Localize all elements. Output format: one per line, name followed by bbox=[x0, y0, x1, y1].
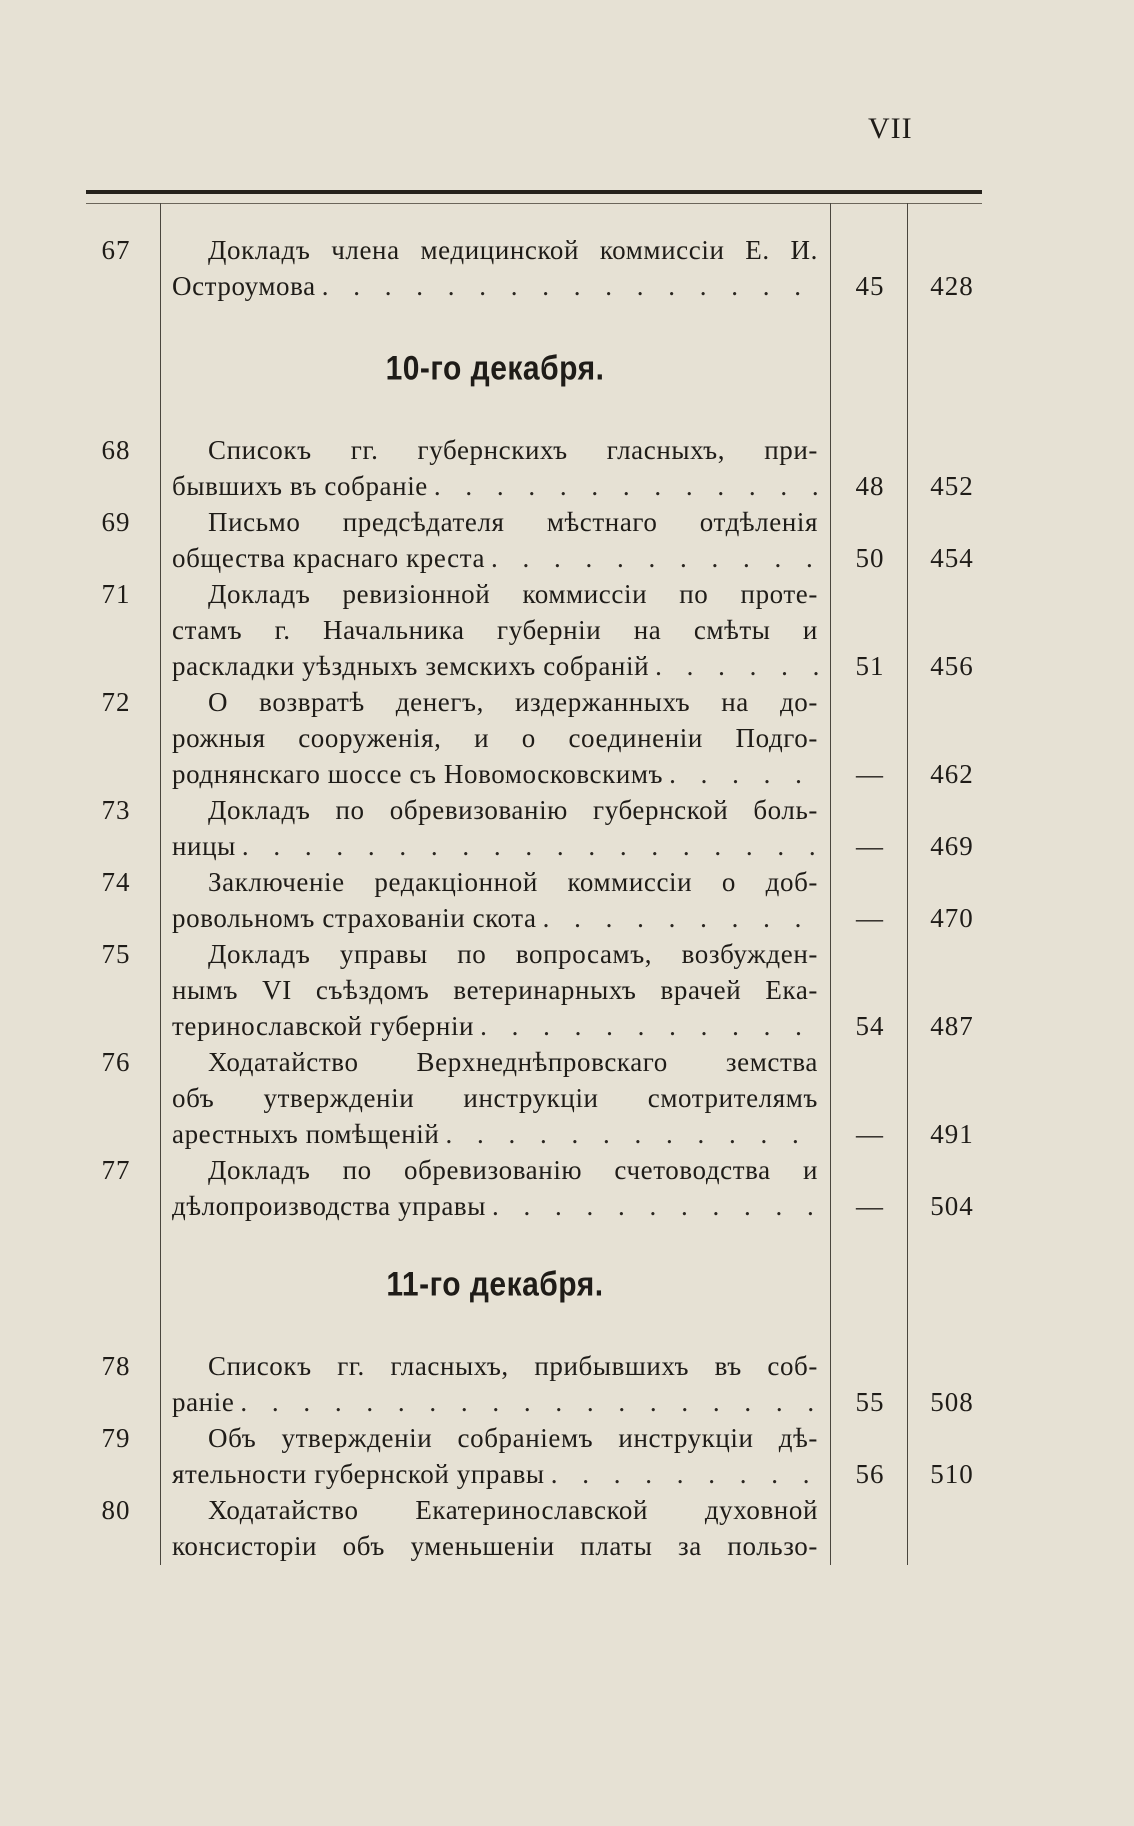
entry-title-line: Списокъ гг. губернскихъ гласныхъ, при- bbox=[208, 435, 818, 465]
entry-title bbox=[172, 576, 818, 684]
entry-title bbox=[172, 1044, 818, 1152]
page-ref-first: 54 bbox=[855, 1011, 885, 1041]
page-ref-second: 452 bbox=[930, 471, 974, 501]
dot-leader bbox=[486, 1188, 818, 1224]
page-ref-second: 487 bbox=[930, 1011, 974, 1041]
entry-title-line bbox=[172, 1456, 818, 1492]
entry-title-line: нымъ VI съѣздомъ ветеринарныхъ врачей Ека- bbox=[172, 975, 818, 1005]
page-ref-first: — bbox=[856, 831, 884, 861]
entry-title-line: Докладъ ревизіонной коммиссіи по проте- bbox=[208, 579, 818, 609]
entry-title-text: роднянскаго шоссе съ Новомосковскимъ bbox=[172, 759, 664, 789]
column-divider-number bbox=[160, 203, 161, 1565]
entry-number: 78 bbox=[101, 1351, 131, 1381]
entry-title-line bbox=[172, 268, 818, 304]
entry-title-line bbox=[172, 468, 818, 504]
entry-title-line: Докладъ по обревизованію губернской боль- bbox=[208, 795, 818, 825]
entry-title-line: Письмо предсѣдателя мѣстнаго отдѣленія bbox=[208, 507, 818, 537]
entry-title bbox=[172, 864, 818, 936]
entry-number: 74 bbox=[101, 867, 131, 897]
entry-title-line bbox=[172, 1116, 818, 1152]
entry-title-line: Объ утвержденіи собраніемъ инструкціи дѣ- bbox=[208, 1423, 818, 1453]
entry-title-text: дѣлопроизводства управы bbox=[172, 1191, 486, 1221]
page-ref-first: 50 bbox=[855, 543, 885, 573]
dot-leader bbox=[316, 268, 818, 304]
dot-leader bbox=[485, 540, 818, 576]
entry-title-line: рожныя сооруженія, и о соединеніи Подго- bbox=[172, 723, 818, 753]
header-rule-thin bbox=[86, 203, 982, 204]
entry-title-line: Списокъ гг. гласныхъ, прибывшихъ въ соб- bbox=[208, 1351, 818, 1381]
entry-title bbox=[172, 432, 818, 504]
page-ref-second: 508 bbox=[930, 1387, 974, 1417]
entry-title-line: объ утвержденіи инструкціи смотрителямъ bbox=[172, 1083, 818, 1113]
entry-number: 77 bbox=[101, 1155, 131, 1185]
page-ref-first: 51 bbox=[855, 651, 885, 681]
entry-title bbox=[172, 1152, 818, 1224]
entry-title-text: общества краснаго креста bbox=[172, 543, 486, 573]
entry-number: 68 bbox=[101, 435, 131, 465]
page-ref-second: 470 bbox=[930, 903, 974, 933]
page-ref-first: 48 bbox=[855, 471, 885, 501]
section-heading: 10-го декабря. bbox=[385, 349, 605, 388]
entry-title-line: Ходатайство Екатеринославской духовной bbox=[208, 1495, 818, 1525]
entry-title-line: О возвратѣ денегъ, издержанныхъ на до- bbox=[208, 687, 818, 717]
entry-number: 76 bbox=[101, 1047, 131, 1077]
entry-title-text: раніе bbox=[172, 1387, 235, 1417]
entry-title-line: стамъ г. Начальника губерніи на смѣты и bbox=[172, 615, 818, 645]
dot-leader bbox=[649, 648, 818, 684]
dot-leader bbox=[545, 1456, 818, 1492]
dot-leader bbox=[236, 828, 818, 864]
page-ref-first: — bbox=[856, 1119, 884, 1149]
page-number: VII bbox=[868, 112, 913, 145]
entry-title-text: теринославской губерніи bbox=[172, 1011, 475, 1041]
entry-title-text: ятельности губернской управы bbox=[172, 1459, 545, 1489]
entry-title-line: Заключеніе редакціонной коммиссіи о доб- bbox=[208, 867, 818, 897]
page-ref-second: 462 bbox=[930, 759, 974, 789]
dot-leader bbox=[663, 756, 818, 792]
dot-leader bbox=[537, 900, 818, 936]
page-ref-second: 454 bbox=[930, 543, 974, 573]
entry-title-text: арестныхъ помѣщеній bbox=[172, 1119, 440, 1149]
entry-title-line: Докладъ члена медицинской коммиссіи Е. И. bbox=[208, 235, 818, 265]
entry-title bbox=[172, 1492, 818, 1564]
page-ref-second: 469 bbox=[930, 831, 974, 861]
entry-title-line bbox=[172, 648, 818, 684]
entry-title-line: Докладъ управы по вопросамъ, возбужден- bbox=[208, 939, 818, 969]
entry-title bbox=[172, 504, 818, 576]
dot-leader bbox=[428, 468, 818, 504]
entry-title bbox=[172, 684, 818, 792]
entry-title-line bbox=[172, 1008, 818, 1044]
entry-number: 79 bbox=[101, 1423, 131, 1453]
entry-number: 73 bbox=[101, 795, 131, 825]
entry-title-line bbox=[172, 1188, 818, 1224]
entry-number: 72 bbox=[101, 687, 131, 717]
entry-title-line bbox=[172, 900, 818, 936]
entry-title-text: ницы bbox=[172, 831, 236, 861]
section-heading: 11-го декабря. bbox=[386, 1265, 604, 1304]
entry-number: 69 bbox=[101, 507, 131, 537]
page-ref-second: 510 bbox=[930, 1459, 974, 1489]
page-ref-first: — bbox=[856, 759, 884, 789]
page-ref-second: 491 bbox=[930, 1119, 974, 1149]
entry-title-line bbox=[172, 540, 818, 576]
entry-number: 67 bbox=[101, 235, 131, 265]
entry-title-line bbox=[172, 756, 818, 792]
column-divider-page2 bbox=[907, 203, 908, 1565]
page-ref-first: 45 bbox=[855, 271, 885, 301]
entry-title-text: раскладки уѣздныхъ земскихъ собраній bbox=[172, 651, 650, 681]
dot-leader bbox=[474, 1008, 818, 1044]
dot-leader bbox=[439, 1116, 818, 1152]
entry-title bbox=[172, 232, 818, 304]
entry-number: 75 bbox=[101, 939, 131, 969]
entry-title-line: Ходатайство Верхнеднѣпровскаго земства bbox=[208, 1047, 818, 1077]
entry-title-line: Докладъ по обревизованію счетоводства и bbox=[208, 1155, 818, 1185]
entry-title-text: Остроумова bbox=[172, 271, 316, 301]
entry-title bbox=[172, 1348, 818, 1420]
page-ref-second: 428 bbox=[930, 271, 974, 301]
page-ref-second: 504 bbox=[930, 1191, 974, 1221]
entry-number: 71 bbox=[101, 579, 131, 609]
page-ref-first: 55 bbox=[855, 1387, 885, 1417]
header-rule bbox=[86, 190, 982, 194]
entry-title-line: консисторіи объ уменьшеніи платы за пользо- bbox=[172, 1531, 818, 1561]
entry-title bbox=[172, 792, 818, 864]
entry-title-text: ровольномъ страхованіи скота bbox=[172, 903, 537, 933]
page-ref-first: — bbox=[856, 903, 884, 933]
dot-leader bbox=[234, 1384, 818, 1420]
entry-title bbox=[172, 1420, 818, 1492]
column-divider-page1 bbox=[830, 203, 831, 1565]
entry-title-line bbox=[172, 1384, 818, 1420]
entry-title bbox=[172, 936, 818, 1044]
page-ref-first: 56 bbox=[855, 1459, 885, 1489]
entry-number: 80 bbox=[101, 1495, 131, 1525]
entry-title-line bbox=[172, 828, 818, 864]
entry-title-text: бывшихъ въ собраніе bbox=[172, 471, 428, 501]
page-ref-second: 456 bbox=[930, 651, 974, 681]
page-ref-first: — bbox=[856, 1191, 884, 1221]
